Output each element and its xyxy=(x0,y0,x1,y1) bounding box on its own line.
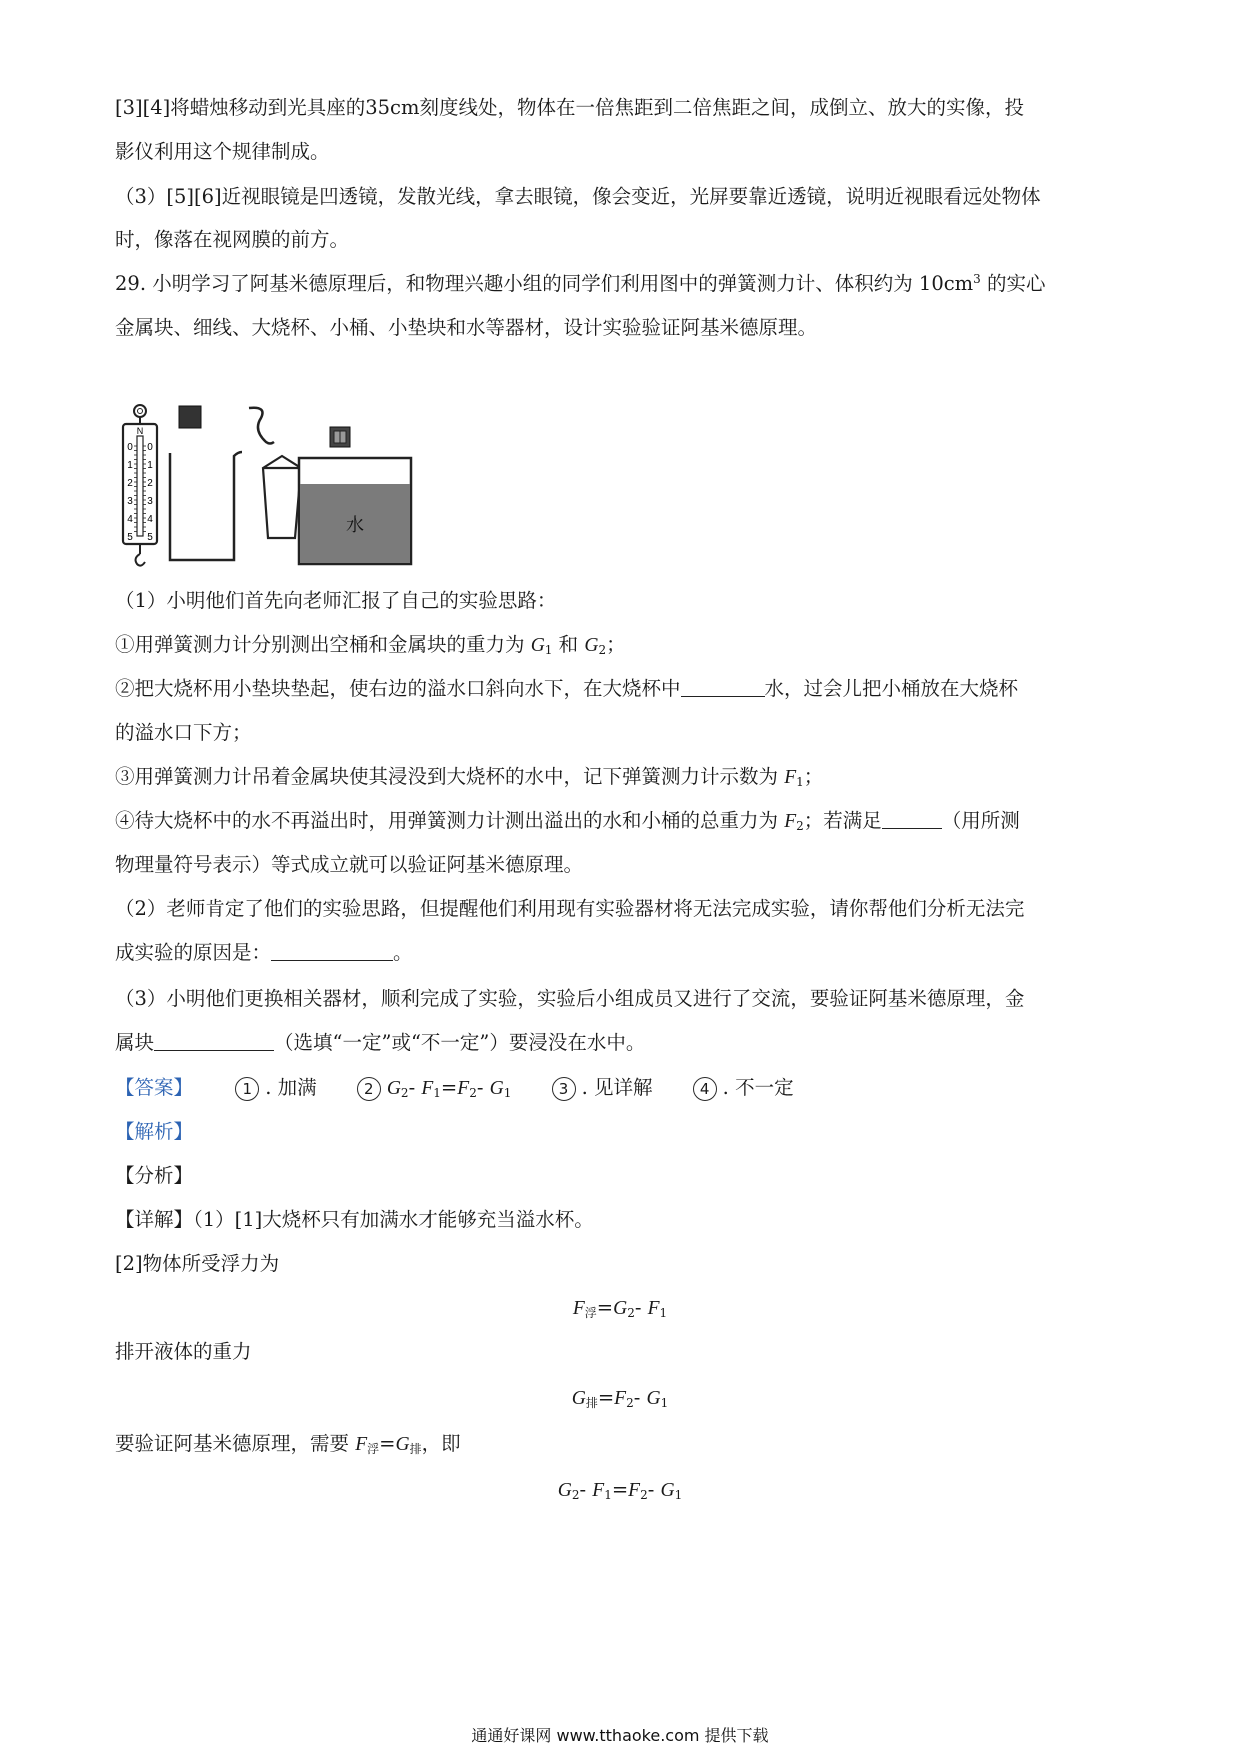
scale-tick-label: 5 xyxy=(147,532,153,543)
answer-blank-4[interactable] xyxy=(154,1030,274,1051)
footer-watermark: 通通好课网 www.tthaoke.com 提供下载 xyxy=(471,1726,769,1745)
equation-buoyancy: $F_浮=G_2-$ $F_1$ xyxy=(572,1296,668,1320)
circled-number: 2 xyxy=(357,1077,381,1101)
question-29-line2: 金属块、细线、大烧杯、小桶、小垫块和水等器材，设计实验验证阿基米德原理。 xyxy=(115,316,818,339)
answer-blank-3[interactable] xyxy=(271,940,393,961)
scale-tick-label: 0 xyxy=(147,442,153,453)
text-line: 影仪利用这个规律制成。 xyxy=(115,140,330,163)
answer-item-2: 2 $G_2-$ $F_1=F_2-$ $G_1$ xyxy=(357,1074,512,1103)
scale-unit-label: N xyxy=(136,426,144,436)
scale-tick-label: 1 xyxy=(127,460,133,471)
step-1: ①用弹簧测力计分别测出空桶和金属块的重力为 $G_1$ 和 $G_2$； xyxy=(115,633,626,657)
scale-tick-label: 2 xyxy=(147,478,153,489)
bucket-icon xyxy=(263,456,301,538)
detail-line-4: 要验证阿基米德原理，需要 $F_浮=G_排$，即 xyxy=(115,1432,461,1456)
step-4: ④待大烧杯中的水不再溢出时，用弹簧测力计测出溢出的水和小桶的总重力为 $F_2$；若满足 （用所测 xyxy=(115,809,1020,833)
part-2-line2: 成实验的原因是： 。 xyxy=(115,941,413,964)
part-1-intro: （1）小明他们首先向老师汇报了自己的实验思路： xyxy=(115,589,557,612)
circled-number: 1 xyxy=(235,1077,259,1101)
detail-line-1: 【详解】（1）[1]大烧杯只有加满水才能够充当溢水杯。 xyxy=(115,1208,594,1231)
beaker-icon xyxy=(170,452,242,560)
equation-final: $G_2-$ $F_1=F_2-$ $G_1$ xyxy=(557,1478,683,1502)
metal-block-icon xyxy=(179,406,201,428)
question-29-line1: 29. 小明学习了阿基米德原理后，和物理兴趣小组的同学们利用图中的弹簧测力计、体积约为 $10cm^3$ 的实心 xyxy=(115,272,1046,295)
analysis-heading: 【解析】 xyxy=(115,1120,194,1143)
step-2: ②把大烧杯用小垫块垫起，使右边的溢水口斜向水下，在大烧杯中 水，过会儿把小桶放在大烧杯 xyxy=(115,677,1019,700)
part-2-line1: （2）老师肯定了他们的实验思路，但提醒他们利用现有实验器材将无法完成实验，请你帮他们分析无法完 xyxy=(115,897,1025,920)
scale-tick-label: 5 xyxy=(127,532,133,543)
text-line: （3）[5][6]近视眼镜是凹透镜，发散光线，拿去眼镜，像会变近，光屏要靠近透镜，说明近视眼看远处物体 xyxy=(115,185,1041,208)
water-label: 水 xyxy=(346,515,364,536)
scale-tick-label: 3 xyxy=(127,496,133,507)
text-line: 时，像落在视网膜的前方。 xyxy=(115,228,350,251)
scale-tick-label: 3 xyxy=(147,496,153,507)
scale-tick-label: 1 xyxy=(147,460,153,471)
scale-tick-label: 4 xyxy=(147,514,153,525)
step-3: ③用弹簧测力计吊着金属块使其浸没到大烧杯的水中，记下弹簧测力计示数为 $F_1$； xyxy=(115,765,824,789)
detail-line-3: 排开液体的重力 xyxy=(115,1340,252,1363)
detail-line-2: [2]物体所受浮力为 xyxy=(115,1252,280,1275)
part-3-line2: 属块 （选填“一定”或“不一定”）要浸没在水中。 xyxy=(115,1031,646,1054)
answer-label: 【答案】 xyxy=(115,1076,194,1099)
pad-block-icon xyxy=(330,427,350,447)
equation-displaced: $G_排=F_2-$ $G_1$ xyxy=(571,1386,669,1410)
text-line: [3][4]将蜡烛移动到光具座的35cm刻度线处，物体在一倍焦距到二倍焦距之间，成倒立、放大的实像，投 xyxy=(115,96,1024,119)
answer-line xyxy=(115,1074,794,1103)
answer-blank-2[interactable] xyxy=(882,808,942,829)
answer-item-1: 1 . 加满 xyxy=(235,1074,316,1102)
fenxi-heading: 【分析】 xyxy=(115,1164,194,1187)
scale-tick-label: 0 xyxy=(127,442,133,453)
spring-scale-icon xyxy=(123,405,157,566)
scale-tick-label: 2 xyxy=(127,478,133,489)
answer-item-4: 4 . 不一定 xyxy=(693,1074,794,1102)
step-4-cont: 物理量符号表示）等式成立就可以验证阿基米德原理。 xyxy=(115,853,584,876)
circled-number: 3 xyxy=(552,1077,576,1101)
step-2-cont: 的溢水口下方； xyxy=(115,721,252,744)
answer-blank-1[interactable] xyxy=(681,676,765,697)
answer-item-3: 3 . 见详解 xyxy=(552,1074,653,1102)
part-3-line1: （3）小明他们更换相关器材，顺利完成了实验，实验后小组成员又进行了交流，要验证阿基米德原理，金 xyxy=(115,987,1025,1010)
equipment-figure xyxy=(118,398,468,570)
thread-icon xyxy=(249,408,274,444)
scale-tick-label: 4 xyxy=(127,514,133,525)
circled-number: 4 xyxy=(693,1077,717,1101)
